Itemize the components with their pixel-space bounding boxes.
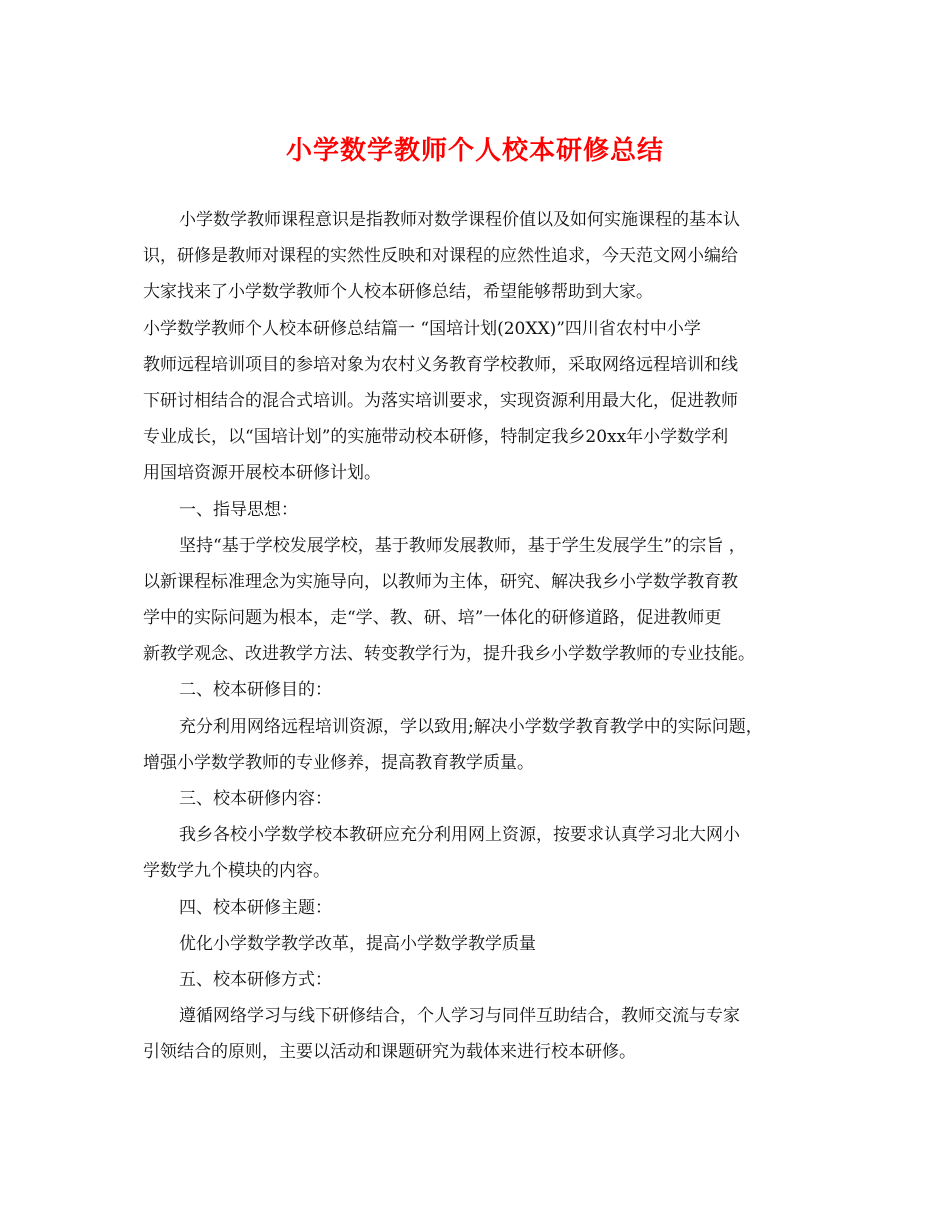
paragraph-line: 学数学九个模块的内容。 bbox=[143, 861, 330, 882]
paragraph-line: 我乡各校小学数学校本教研应充分利用网上资源，按要求认真学习北大网小 bbox=[179, 825, 740, 846]
paragraph-line: 教师远程培训项目的参培对象为农村义务教育学校教师，采取网络远程培训和线 bbox=[143, 354, 738, 375]
paragraph-line: 一、指导思想： bbox=[179, 499, 298, 520]
paragraph-line: 小学数学教师课程意识是指教师对数学课程价值以及如何实施课程的基本认 bbox=[179, 210, 740, 230]
paragraph-line: 专业成长，以“国培计划”的实施带动校本研修，特制定我乡20xx年小学数学利 bbox=[143, 427, 729, 448]
paragraph-line: 识，研修是教师对课程的实然性反映和对课程的应然性追求，今天范文网小编给 bbox=[143, 246, 738, 267]
paragraph-line: 学中的实际问题为根本，走“学、教、研、培”一体化的研修道路，促进教师更 bbox=[143, 608, 722, 629]
paragraph-line: 充分利用网络远程培训资源，学以致用;解决小学数学教育教学中的实际问题， bbox=[179, 716, 763, 737]
paragraph-line: 以新课程标准理念为实施导向，以教师为主体，研究、解决我乡小学数学教育教 bbox=[143, 571, 738, 592]
paragraph-line: 增强小学数学教师的专业修养，提高教育教学质量。 bbox=[143, 752, 534, 773]
paragraph-line: 大家找来了小学数学教师个人校本研修总结，希望能够帮助到大家。 bbox=[143, 282, 653, 303]
paragraph-line: 四、校本研修主题： bbox=[179, 897, 332, 918]
paragraph-line: 小学数学教师个人校本研修总结篇一 “国培计划(20XX)”四川省农村中小学 bbox=[143, 318, 701, 339]
paragraph-line: 下研讨相结合的混合式培训。为落实培训要求，实现资源利用最大化，促进教师 bbox=[143, 390, 738, 411]
document-title: 小学数学教师个人校本研修总结 bbox=[285, 136, 664, 166]
paragraph-line: 遵循网络学习与线下研修结合，个人学习与同伴互助结合，教师交流与专家 bbox=[179, 1006, 740, 1027]
paragraph-line: 二、校本研修目的： bbox=[179, 680, 332, 701]
paragraph-line: 五、校本研修方式： bbox=[179, 969, 332, 990]
paragraph-line: 新教学观念、改进教学方法、转变教学行为，提升我乡小学数学教师的专业技能。 bbox=[143, 644, 755, 665]
paragraph-line: 优化小学数学教学改革，提高小学数学教学质量 bbox=[179, 933, 536, 954]
paragraph-line: 坚持“基于学校发展学校，基于教师发展教师，基于学生发展学生”的宗旨 ， bbox=[179, 535, 746, 556]
document-body bbox=[143, 202, 813, 1071]
paragraph-line: 用国培资源开展校本研修计划。 bbox=[143, 463, 381, 484]
paragraph-line: 三、校本研修内容： bbox=[179, 789, 332, 809]
paragraph-line: 引领结合的原则，主要以活动和课题研究为载体来进行校本研修。 bbox=[143, 1042, 636, 1063]
